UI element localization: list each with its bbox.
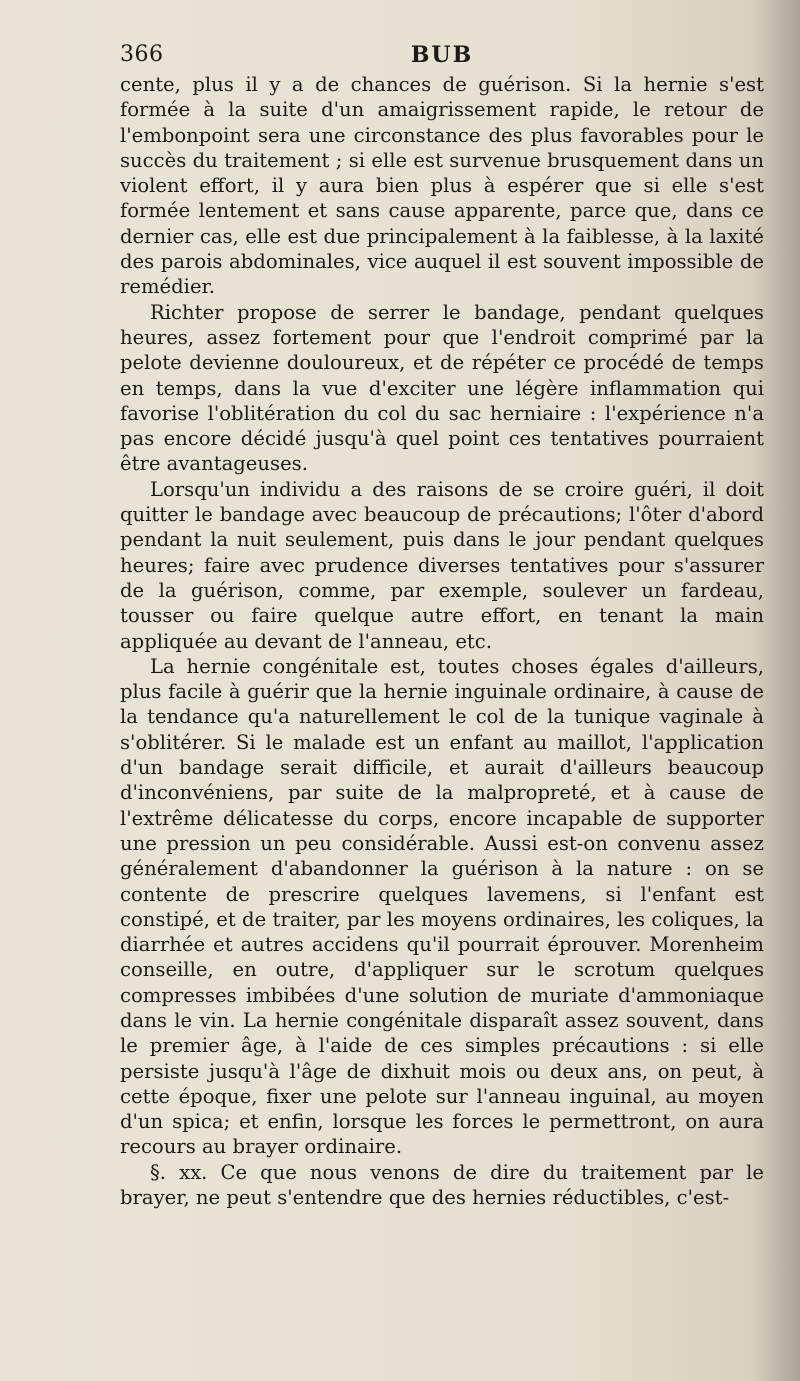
- paragraph-continuation: cente, plus il y a de chances de guérison. Si la hernie s'est formée à la suite d'un amaigrissement rapide, le retour de l'embonpoint sera une circonstance des plus favorables pour le succès du traitement ; si elle est survenue brusquement dans un violent effort, il y aura bien plus à espérer que si elle s'est formée lentement et sans cause apparente, parce que, dans ce dernier cas, elle est due principalement à la faiblesse, à la laxité des parois abdominales, vice auquel il est souvent impossible de remédier.: [120, 73, 764, 299]
- page-number: 366: [120, 42, 164, 67]
- paragraph-hernie-congenitale: La hernie congénitale est, toutes choses égales d'ailleurs, plus facile à guérir que la hernie inguinale ordinaire, à cause de la tendance qu'a naturellement le col de la tunique vaginale à s'oblitérer. Si le malade est un enfant au maillot, l'application d'un bandage serait difficile, et aurait d'ailleurs beaucoup d'inconvéniens, par suite de la malpropreté, et à cause de l'extrême délicatesse du corps, encore incapable de supporter une pression un peu considérable. Aussi est-on convenu assez généralement d'abandonner la guérison à la nature : on se contente de prescrire quelques lavemens, si l'enfant est constipé, et de traiter, par les moyens ordinaires, les coliques, la diarrhée et autres accidens qu'il pourrait éprouver. Morenheim conseille, en outre, d'appliquer sur le scrotum quelques compresses imbibées d'une solution de muriate d'ammoniaque dans le vin. La hernie congénitale disparaît assez souvent, dans le premier âge, à l'aide de ces simples précautions : si elle persiste jusqu'à l'âge de dixhuit mois ou deux ans, on peut, à cette époque, fixer une pelote sur l'anneau inguinal, au moyen d'un spica; et enfin, lorsque les forces le permettront, on aura recours au brayer ordinaire.: [120, 654, 764, 1159]
- paragraph-section-xx: §. xx. Ce que nous venons de dire du traitement par le brayer, ne peut s'entendre que des hernies réductibles, c'est-: [120, 1160, 764, 1210]
- paragraph-richter: Richter propose de serrer le bandage, pendant quelques heures, assez fortement pour que l'endroit comprimé par la pelote devienne douloureux, et de répéter ce procédé de temps en temps, dans la vue d'exciter une légère inflammation qui favorise l'oblitération du col du sac herniaire : l'expérience n'a pas encore décidé jusqu'à quel point ces tentatives pourraient être avantageuses.: [120, 300, 764, 476]
- body-text: [120, 72, 764, 1210]
- running-head: BUB: [410, 42, 474, 68]
- page-header: [120, 42, 764, 70]
- paragraph-gueri: Lorsqu'un individu a des raisons de se croire guéri, il doit quitter le bandage avec beaucoup de précautions; l'ôter d'abord pendant la nuit seulement, puis dans le jour pendant quelques heures; faire avec prudence diverses tentatives pour s'assurer de la guérison, comme, par exemple, soulever un fardeau, tousser ou faire quelque autre effort, en tenant la main appliquée au devant de l'anneau, etc.: [120, 477, 764, 653]
